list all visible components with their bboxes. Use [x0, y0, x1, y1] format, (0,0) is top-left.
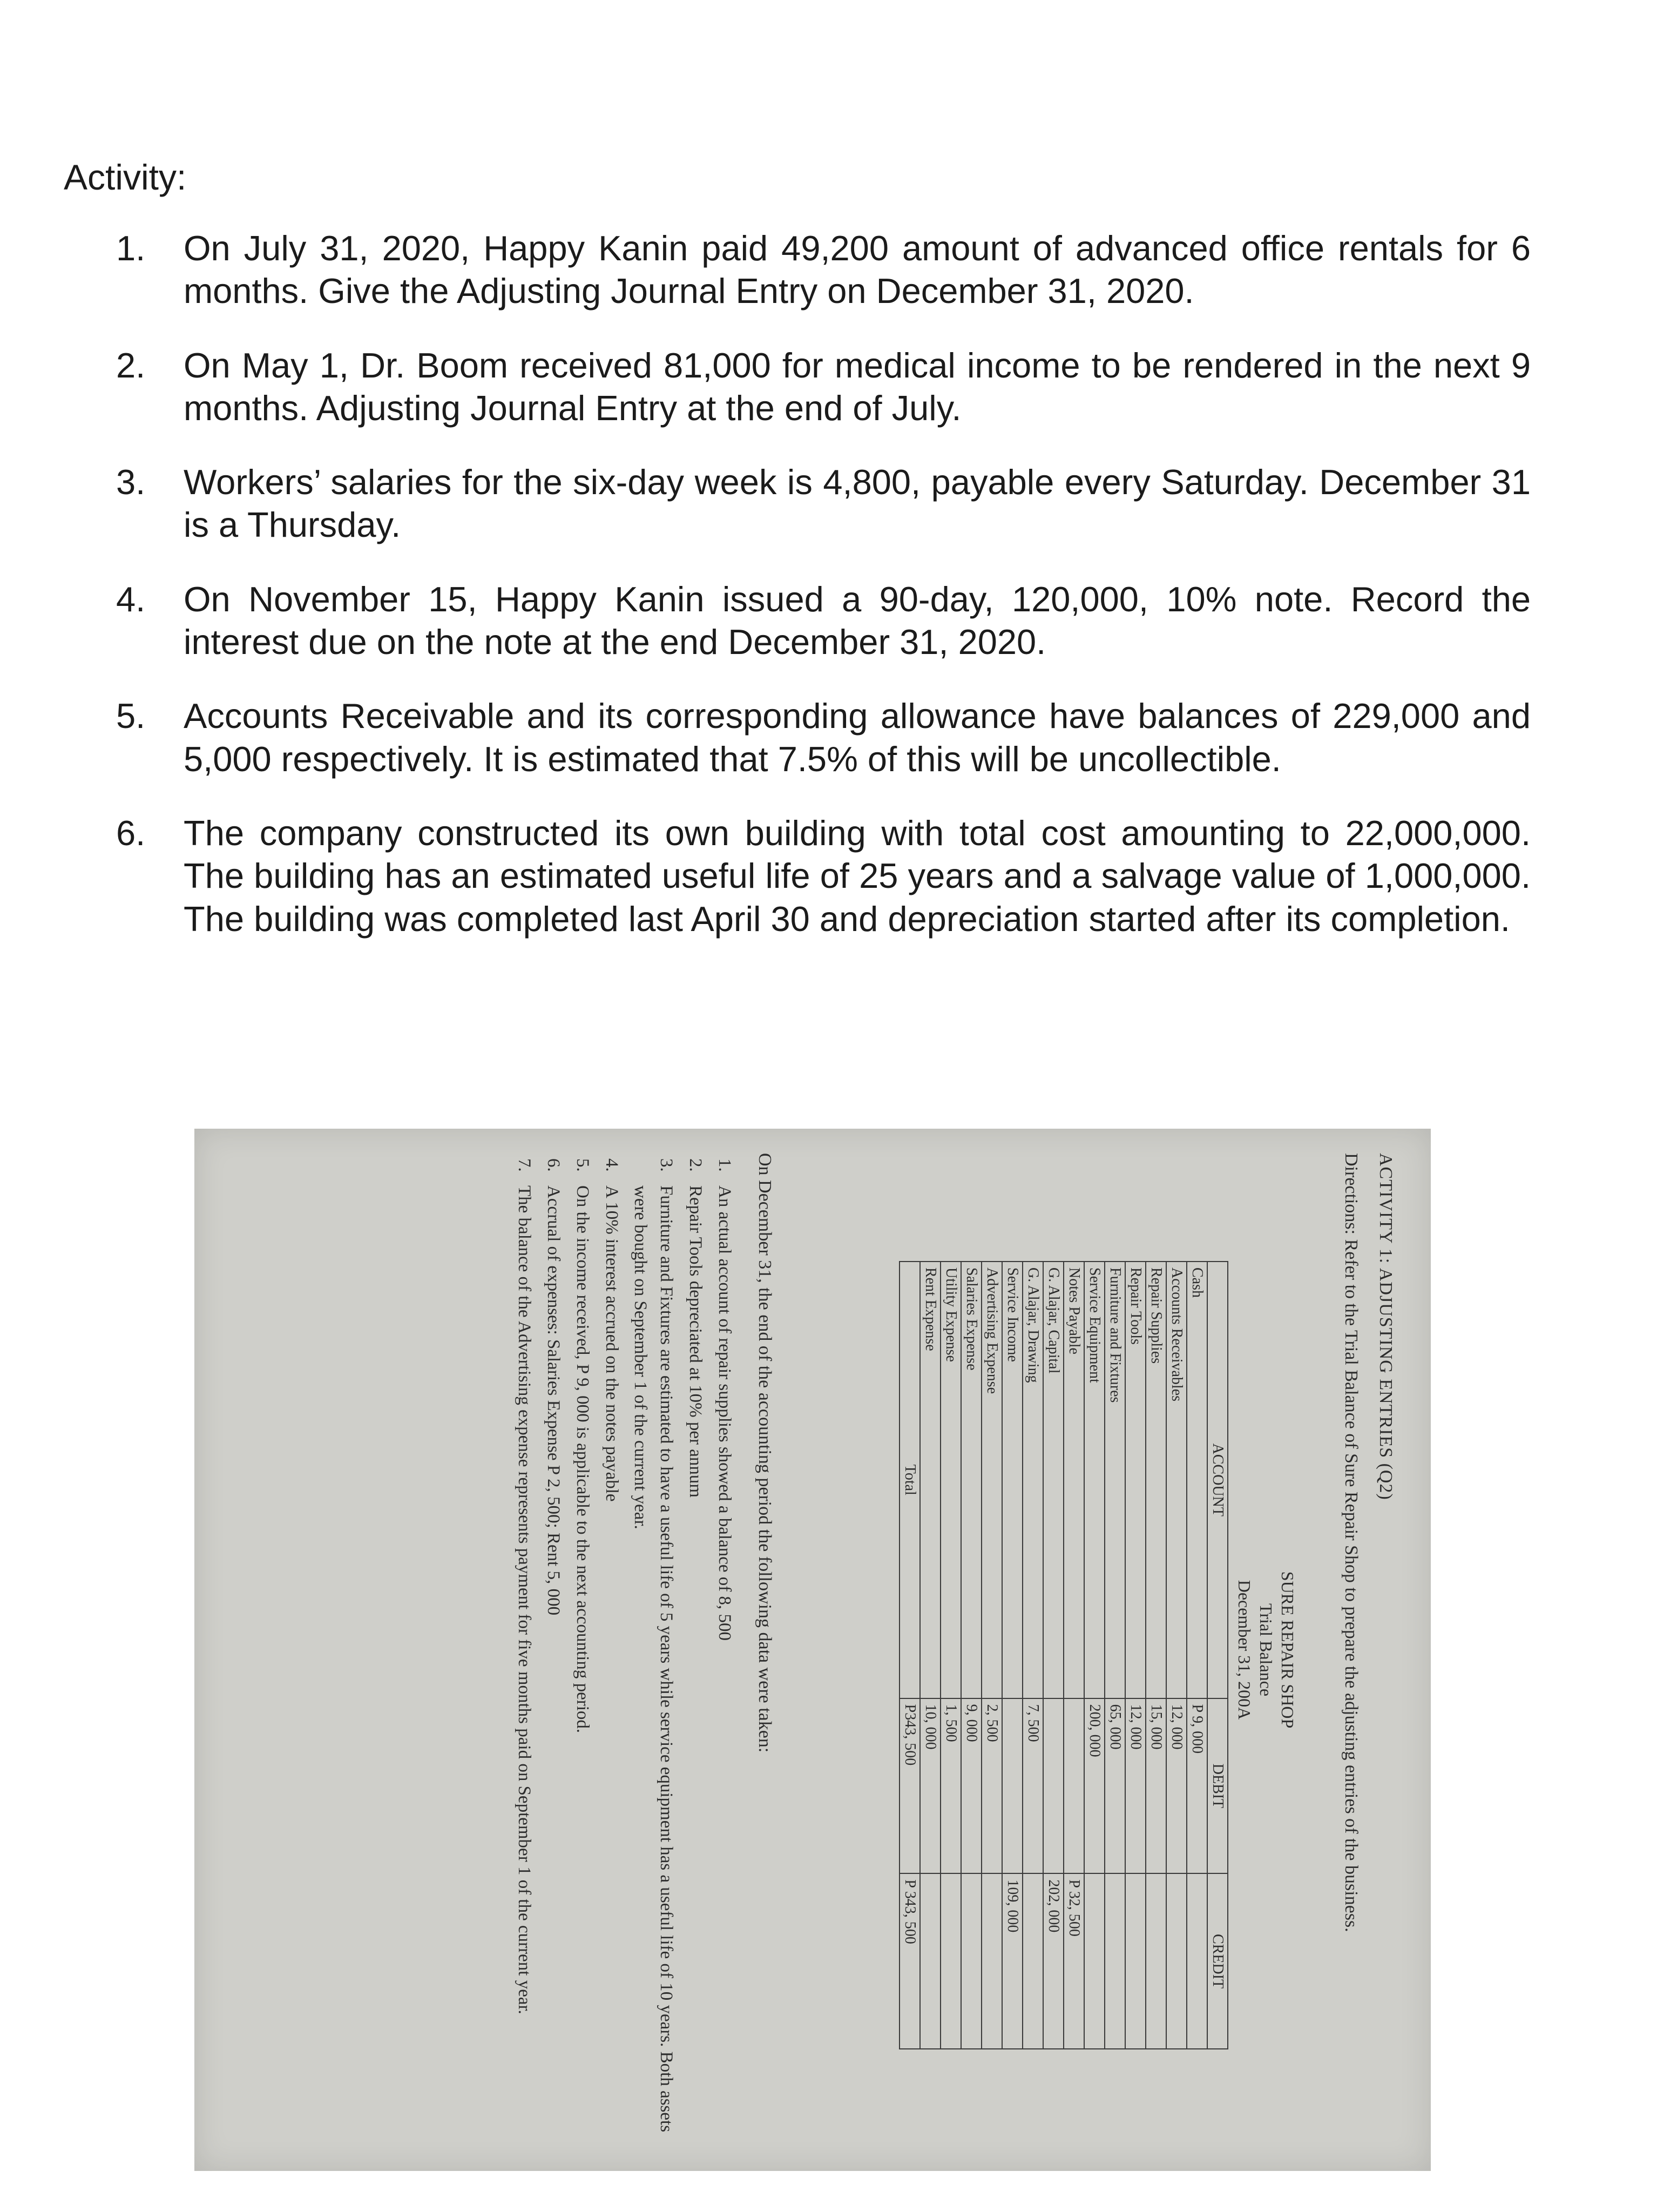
account-cell: Service Equipment	[1084, 1262, 1105, 1698]
activity-item	[116, 227, 1531, 313]
credit-cell: 202, 000	[1043, 1873, 1064, 2049]
item-number: 2.	[116, 345, 146, 385]
credit-cell	[1125, 1873, 1146, 2049]
debit-cell	[1043, 1698, 1064, 1874]
table-row	[1105, 1262, 1125, 2049]
adjustment-item	[711, 1158, 737, 2152]
adjustment-number: 5.	[572, 1158, 592, 1172]
account-cell: Service Income	[1002, 1262, 1023, 1698]
item-number: 1.	[116, 228, 146, 268]
activity-heading: Activity:	[64, 157, 187, 197]
activity-item	[116, 694, 1531, 780]
adjustment-text: A 10% interest accrued on the notes payable	[601, 1185, 621, 1502]
item-number: 4.	[116, 579, 146, 619]
activity-item	[116, 578, 1531, 664]
adjustment-number: 2.	[686, 1158, 706, 1172]
table-row	[982, 1262, 1002, 2049]
credit-cell	[1023, 1873, 1043, 2049]
credit-cell	[1146, 1873, 1166, 2049]
debit-cell: 1, 500	[941, 1698, 961, 1874]
activity-item	[116, 344, 1531, 430]
adjustment-item	[540, 1158, 566, 2152]
credit-cell	[920, 1873, 941, 2049]
debit-column-header: DEBIT	[1207, 1698, 1228, 1874]
table-row	[1187, 1262, 1207, 2049]
account-cell: Salaries Expense	[961, 1262, 982, 1698]
adjustment-text: Accrual of expenses: Salaries Expense P 2, 500; Rent 5, 000	[543, 1185, 563, 1616]
item-text: Accounts Receivable and its corresponding allowance have balances of 229,000 and 5,000 respectively. It is estimated that 7.5% of this will be uncollectible.	[184, 696, 1531, 779]
debit-cell: 2, 500	[982, 1698, 1002, 1874]
account-cell: Repair Supplies	[1146, 1262, 1166, 1698]
credit-cell	[961, 1873, 982, 2049]
worksheet-title: ACTIVITY 1: ADJUSTING ENTRIES (Q2)	[1376, 1153, 1396, 1500]
credit-cell: P 32, 500	[1064, 1873, 1084, 2049]
adjustment-item	[598, 1158, 624, 2152]
table-row	[1064, 1262, 1084, 2049]
debit-cell: 15, 000	[1146, 1698, 1166, 1874]
credit-cell	[941, 1873, 961, 2049]
item-number: 3.	[116, 462, 146, 502]
trial-balance-table	[899, 1261, 1228, 2049]
account-cell: Notes Payable	[1064, 1262, 1084, 1698]
account-cell: Accounts Receivables	[1166, 1262, 1187, 1698]
credit-cell	[982, 1873, 1002, 2049]
credit-cell	[1105, 1873, 1125, 2049]
debit-cell: 65, 000	[1105, 1698, 1125, 1874]
report-name: Trial Balance	[1256, 1603, 1276, 1697]
debit-cell: 200, 000	[1084, 1698, 1105, 1874]
item-number: 6.	[116, 813, 146, 853]
table-row	[920, 1262, 941, 2049]
adjustment-text: An actual account of repair supplies showed a balance of 8, 500	[715, 1185, 734, 1641]
adjustment-number: 7.	[515, 1158, 535, 1172]
worksheet-photo	[194, 1129, 1431, 2171]
adjustment-data-list	[508, 1158, 737, 2152]
item-text: On November 15, Happy Kanin issued a 90-day, 120,000, 10% note. Record the interest due on the note at the end December 31, 2020.	[184, 579, 1531, 662]
item-number: 5.	[116, 696, 146, 736]
activity-items	[116, 227, 1531, 972]
adjustment-item	[682, 1158, 708, 2152]
debit-cell	[1002, 1698, 1023, 1874]
activity-item	[116, 461, 1531, 547]
debit-cell: 12, 000	[1125, 1698, 1146, 1874]
adjustment-number: 1.	[715, 1158, 734, 1172]
adjustment-text: On the income received, P 9, 000 is applicable to the next accounting period.	[572, 1185, 592, 1734]
table-row	[1023, 1262, 1043, 2049]
account-cell: G. Alajar, Capital	[1043, 1262, 1064, 1698]
report-date: December 31, 200A	[1235, 1580, 1254, 1720]
adjustment-number: 6.	[543, 1158, 563, 1172]
adjustment-item	[627, 1158, 679, 2152]
total-debit: P343, 500	[900, 1698, 920, 1874]
account-cell: Utility Expense	[941, 1262, 961, 1698]
account-cell: Furniture and Fixtures	[1105, 1262, 1125, 1698]
account-cell: G. Alajar, Drawing	[1023, 1262, 1043, 1698]
worksheet-directions: Directions: Refer to the Trial Balance of Sure Repair Shop to prepare the adjusting entries of the business.	[1341, 1153, 1361, 1932]
debit-cell: 12, 000	[1166, 1698, 1187, 1874]
account-cell: Rent Expense	[920, 1262, 941, 1698]
adjustment-item	[511, 1158, 537, 2152]
adjustment-text: Repair Tools depreciated at 10% per annum	[686, 1185, 706, 1498]
trial-balance-header	[1234, 1137, 1299, 2163]
company-name: SURE REPAIR SHOP	[1278, 1571, 1297, 1729]
credit-cell: 109, 000	[1002, 1873, 1023, 2049]
credit-column-header: CREDIT	[1207, 1873, 1228, 2049]
account-cell: Repair Tools	[1125, 1262, 1146, 1698]
table-header-row	[1207, 1262, 1228, 2049]
debit-cell	[1064, 1698, 1084, 1874]
debit-cell: P 9, 000	[1187, 1698, 1207, 1874]
total-row	[900, 1262, 920, 2049]
debit-cell: 7, 500	[1023, 1698, 1043, 1874]
adjustment-number: 3.	[657, 1158, 677, 1172]
adjustment-item	[569, 1158, 595, 2152]
table-row	[961, 1262, 982, 2049]
account-cell: Cash	[1187, 1262, 1207, 1698]
debit-cell: 9, 000	[961, 1698, 982, 1874]
credit-cell	[1187, 1873, 1207, 2049]
item-text: Workers’ salaries for the six-day week is 4,800, payable every Saturday. December 31 is a Thursday.	[184, 462, 1531, 545]
item-text: On May 1, Dr. Boom received 81,000 for medical income to be rendered in the next 9 months. Adjusting Journal Entry at the end of July.	[184, 345, 1531, 428]
total-label: Total	[900, 1262, 920, 1698]
table-row	[941, 1262, 961, 2049]
adjustment-text: Furniture and Fixtures are estimated to have a useful life of 5 years while service equipment has a useful life of 10 years. Both assets were bought on September 1 of the current year.	[631, 1185, 677, 2133]
item-text: On July 31, 2020, Happy Kanin paid 49,200 amount of advanced office rentals for 6 months. Give the Adjusting Journal Entry on December 31, 2020.	[184, 228, 1531, 311]
worksheet-page	[219, 1137, 1406, 2163]
adjustment-data-intro: On December 31, the end of the accounting period the following data were taken:	[755, 1153, 775, 1753]
account-cell: Advertising Expense	[982, 1262, 1002, 1698]
table-row	[1125, 1262, 1146, 2049]
total-credit: P 343, 500	[900, 1873, 920, 2049]
adjustment-text: The balance of the Advertising expense represents payment for five months paid on September 1 of the current year.	[515, 1185, 535, 2014]
credit-cell	[1166, 1873, 1187, 2049]
credit-cell	[1084, 1873, 1105, 2049]
adjustment-number: 4.	[601, 1158, 621, 1172]
table-row	[1084, 1262, 1105, 2049]
table-row	[1043, 1262, 1064, 2049]
table-row	[1002, 1262, 1023, 2049]
debit-cell: 10, 000	[920, 1698, 941, 1874]
table-row	[1146, 1262, 1166, 2049]
activity-item	[116, 812, 1531, 940]
item-text: The company constructed its own building with total cost amounting to 22,000,000. The building has an estimated useful life of 25 years and a salvage value of 1,000,000. The building was completed last April 30 and depreciation started after its completion.	[184, 813, 1531, 939]
account-column-header: ACCOUNT	[1207, 1262, 1228, 1698]
table-row	[1166, 1262, 1187, 2049]
